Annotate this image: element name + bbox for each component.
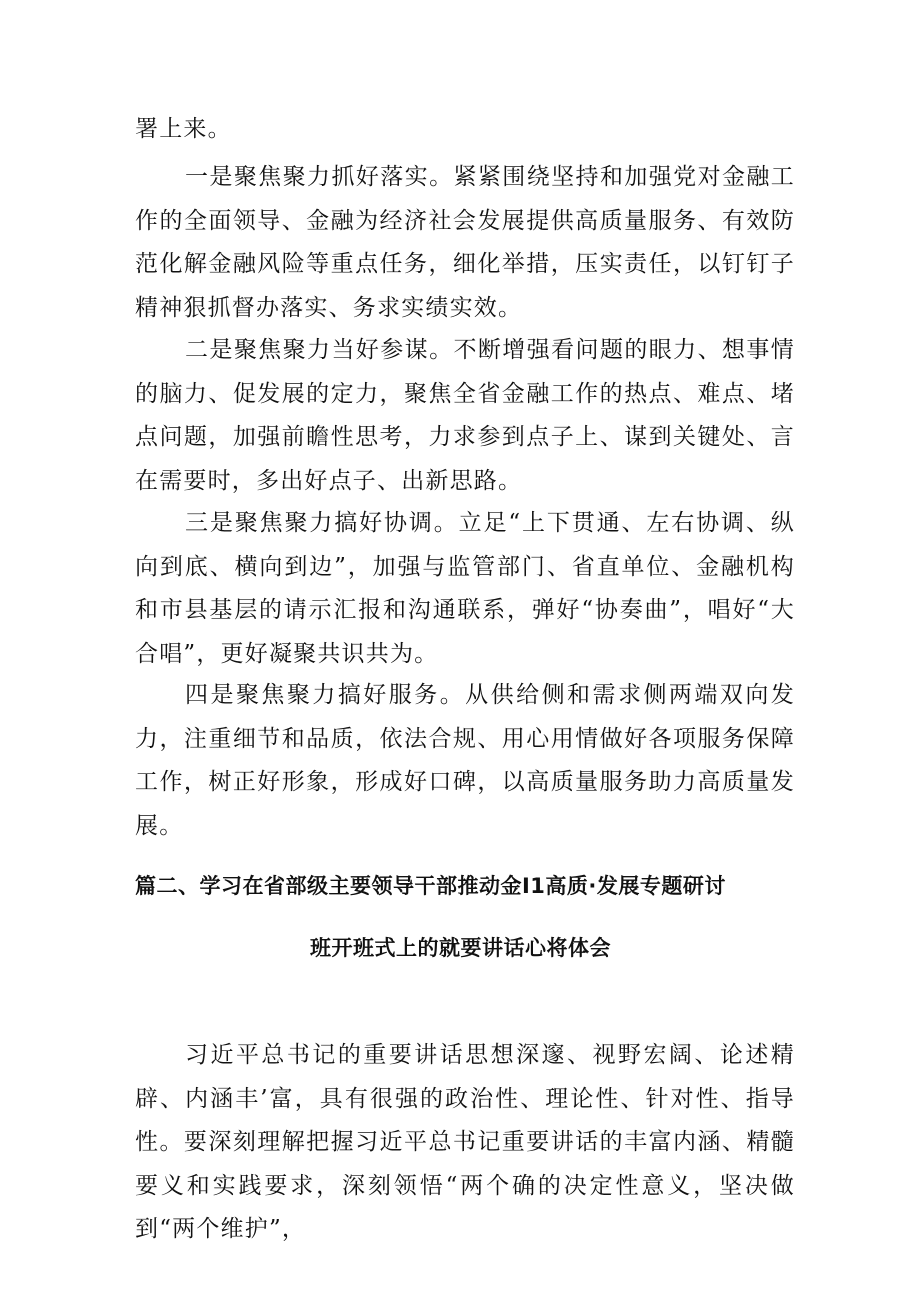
paragraph-continuation: 署上来。 bbox=[135, 116, 232, 142]
section-body-paragraph: 习近平总书记的重要讲话思想深邃、视野宏阔、论述精辟、内涵丰’富，具有很强的政治性、理论性、针对性、指导性。要深刻理解把握习近平总书记重要讲话的丰富内涵、精髓要义和实践要求，深刻领悟“两个确的决定性意义，坚决做到“两个维护”， bbox=[135, 1042, 795, 1242]
section-title-line-2: 班开班式上的就要讲话心将体会 bbox=[310, 936, 611, 960]
paragraph-point-two: 二是聚焦聚力当好参谋。不断增强看问题的眼力、想事情的脑力、促发展的定力，聚焦全省金融工作的热点、难点、堵点问题，加强前瞻性思考，力求参到点子上、谋到关键处、言在需要时，多出好点子、出新思路。 bbox=[135, 337, 795, 494]
paragraph-point-four: 四是聚焦聚力搞好服务。从供给侧和需求侧两端双向发力，注重细节和品质，依法合规、用心用情做好各项服务保障工作，树正好形象，形成好口碑，以高质量服务助力高质量发展。 bbox=[135, 682, 795, 839]
section-title-line-1: 篇二、学习在省部级主要领导干部推动金I1高质·发展专题研讨 bbox=[135, 874, 726, 898]
paragraph-point-one: 一是聚焦聚力抓好落实。紧紧围绕坚持和加强党对金融工作的全面领导、金融为经济社会发展提供高质量服务、有效防范化解金融风险等重点任务，细化举措，压实责任，以钉钉子精神狠抓督办落实、务求实绩实效。 bbox=[135, 164, 795, 321]
paragraph-point-three: 三是聚焦聚力搞好协调。立足“上下贯通、左右协调、纵向到底、横向到边”，加强与监管部门、省直单位、金融机构和市县基层的请示汇报和沟通联系，弹好“协奏曲”，唱好“大合唱”，更好凝聚共识共为。 bbox=[135, 510, 795, 667]
